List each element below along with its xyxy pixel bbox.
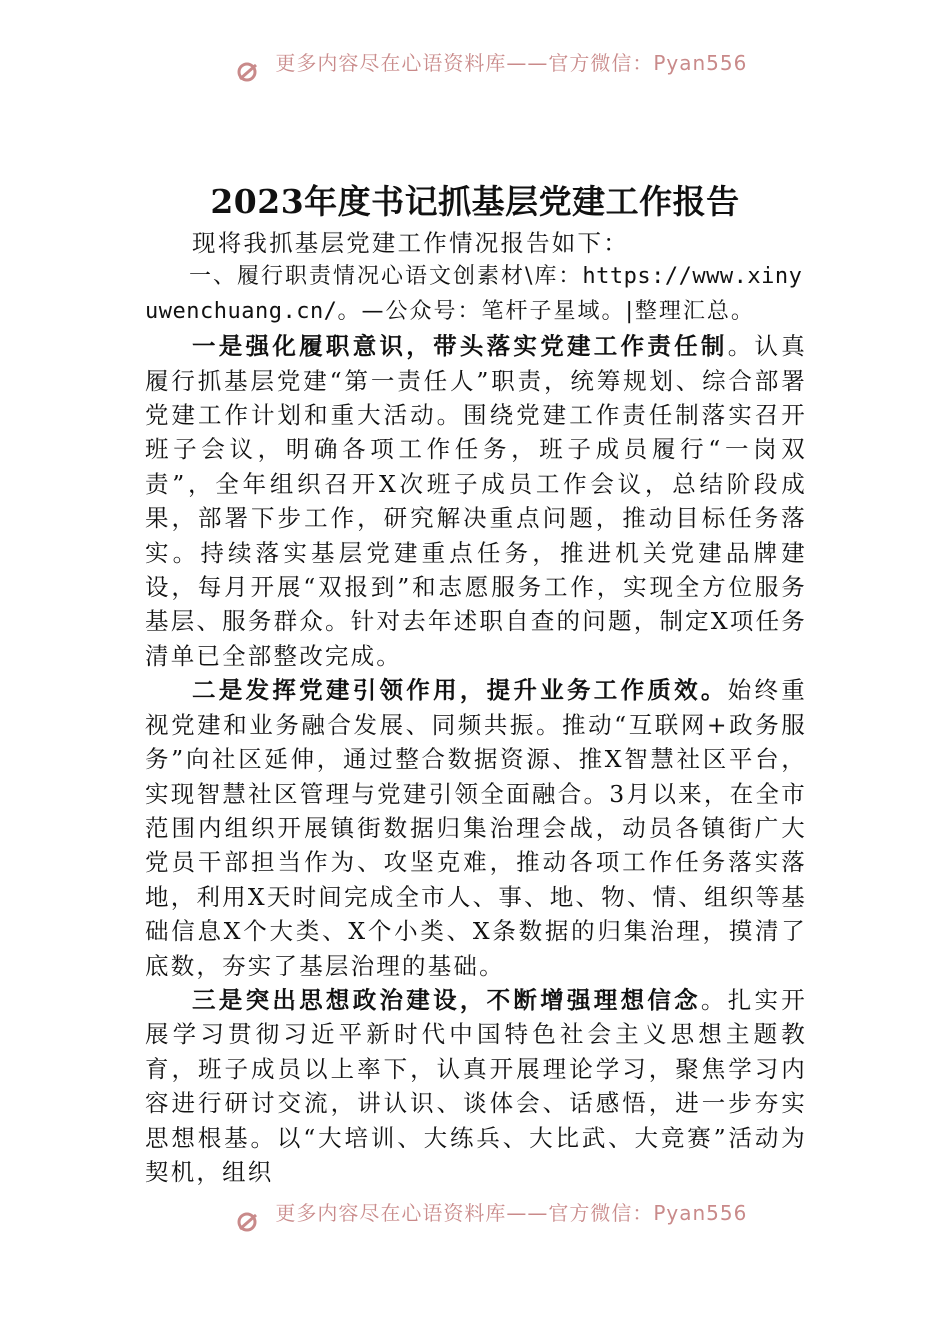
document-body: [145, 226, 807, 1189]
section-heading-label: 一、履行职责情况心语文创素材\库：: [189, 264, 583, 290]
paragraph-1-body: 。认真履行抓基层党建“第一责任人”职责，统筹规划、综合部署党建工作计划和重大活动。围绕党建工作责任制落实召开班子会议，明确各项工作任务，班子成员履行“一岗双责”，全年组织召开X次班子成员工作会议，总结阶段成果，部署下步工作，研究解决重点问题，推动目标任务落实。持续落实基层党建重点任务，推进机关党建品牌建设，每月开展“双报到”和志愿服务工作，实现全方位服务基层、服务群众。针对去年述职自查的问题，制定X项任务清单已全部整改完成。: [145, 332, 807, 670]
paragraph-3-body: 。扎实开展学习贯彻习近平新时代中国特色社会主义思想主题教育，班子成员以上率下，认真开展理论学习，聚焦学习内容进行研讨交流，讲认识、谈体会、话感悟，进一步夯实思想根基。以“大培训、大练兵、大比武、大竞赛”活动为契机，组织: [145, 985, 807, 1186]
paragraph-2-lead: 二是发挥党建引领作用，提升业务工作质效。: [192, 676, 728, 705]
watermark-text: 更多内容尽在心语资料库——官方微信：Pyan556: [275, 51, 748, 75]
source-url-link[interactable]: https://www.xinyuwenchuang.cn/: [145, 264, 803, 324]
footer-watermark: [0, 1198, 950, 1238]
section-heading-tail: 。—公众号：笔杆子星域。|整理汇总。: [337, 298, 755, 324]
paragraph-1-lead: 一是强化履职意识，带头落实党建工作责任制: [192, 332, 728, 361]
paragraph-2: [145, 673, 807, 983]
watermark-logo-icon: [236, 61, 262, 83]
watermark-logo-icon: [236, 1211, 262, 1233]
watermark-text: 更多内容尽在心语资料库——官方微信：Pyan556: [275, 1201, 748, 1225]
paragraph-2-body: 始终重视党建和业务融合发展、同频共振。推动“互联网+政务服务”向社区延伸，通过整合数据资源、推X智慧社区平台，实现智慧社区管理与党建引领全面融合。3月以来，在全市范围内组织开展镇街数据归集治理会战，动员各镇街广大党员干部担当作为、攻坚克难，推动各项工作任务落实落地，利用X天时间完成全市人、事、地、物、情、组织等基础信息X个大类、X个小类、X条数据的归集治理，摸清了底数，夯实了基层治理的基础。: [145, 676, 807, 980]
paragraph-1: [145, 329, 807, 673]
document-title: 2023年度书记抓基层党建工作报告: [210, 182, 740, 221]
paragraph-3: [145, 983, 807, 1189]
paragraph-3-lead: 三是突出思想政治建设，不断增强理想信念: [192, 985, 701, 1014]
intro-paragraph: 现将我抓基层党建工作情况报告如下：: [192, 229, 629, 257]
header-watermark: [0, 48, 950, 88]
section-heading-1: [145, 260, 807, 329]
